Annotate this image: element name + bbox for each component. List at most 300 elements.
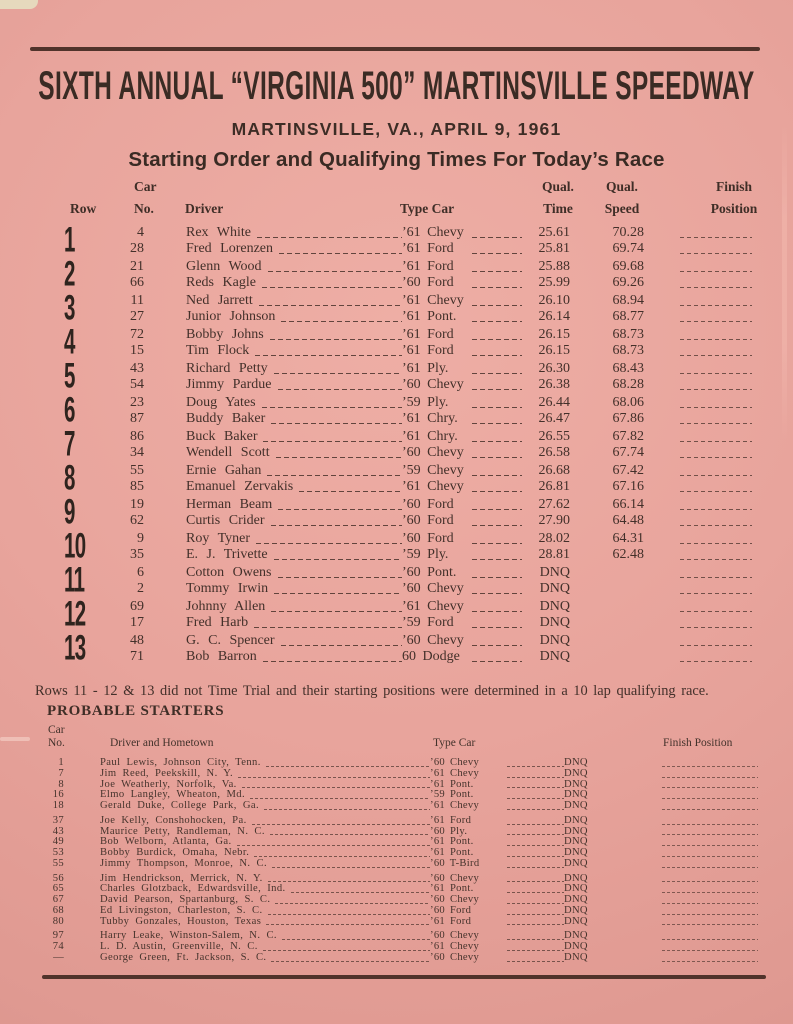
dotted-leader — [266, 766, 430, 767]
dotted-leader — [256, 543, 402, 544]
qual-speed: 64.48 — [612, 513, 644, 528]
driver-name: Fred Harb — [186, 615, 249, 630]
type-car: ’60 Ford — [402, 513, 454, 528]
row-entries — [110, 395, 755, 427]
qual-time: DNQ — [539, 633, 570, 648]
type-car: ’61 Pont. — [430, 883, 474, 895]
type-car: ’61 Ford — [402, 259, 454, 274]
finish-position-line — [662, 777, 758, 778]
type-car: ’60 T-Bird — [430, 857, 480, 869]
finish-position-line — [680, 305, 752, 306]
status: DNQ — [564, 904, 588, 916]
dotted-leader — [472, 339, 522, 340]
driver-name: Tim Flock — [186, 343, 250, 358]
car-number: — — [53, 951, 64, 963]
row-entries — [110, 531, 755, 563]
car-number: 56 — [52, 872, 64, 884]
status: DNQ — [564, 847, 588, 858]
driver-name: Bobby Johns — [186, 327, 264, 342]
dotted-leader — [257, 237, 402, 238]
dotted-leader — [507, 777, 564, 778]
type-car: ’61 Pont. — [430, 836, 474, 848]
type-car: ’59 Ford — [402, 615, 454, 630]
qualifying-row-group — [48, 423, 755, 463]
driver-hometown: Paul Lewis, Johnson City, Tenn. — [100, 757, 261, 768]
type-car: ’61 Chevy — [402, 599, 464, 614]
row-number-cell — [48, 219, 110, 259]
row-number-cell — [48, 253, 110, 293]
dotted-leader — [278, 577, 403, 578]
type-car: ’60 Ford — [430, 904, 472, 916]
driver-hometown: Elmo Langley, Wheaton, Md. — [100, 789, 246, 801]
row-number: 13 — [64, 627, 86, 667]
car-number: 66 — [130, 275, 144, 290]
qualifying-row-group — [48, 457, 755, 497]
qualifying-note: Rows 11 - 12 & 13 did not Time Trial and their starting positions were determined in a 10 lap qualifying race. — [35, 683, 709, 700]
qual-time: 25.81 — [538, 241, 570, 256]
driver-name: Junior Johnson — [186, 309, 276, 324]
dotted-leader — [507, 809, 564, 810]
qual-speed — [570, 599, 644, 615]
type-car: ’61 Chry. — [402, 411, 458, 426]
car-number: 1 — [58, 757, 64, 768]
finish-position-line — [680, 339, 752, 340]
starter-group — [40, 758, 768, 812]
qual-time: 26.14 — [538, 309, 570, 324]
type-car: ’60 Chevy — [430, 757, 480, 768]
finish-position-line — [680, 321, 752, 322]
car-number: 68 — [52, 904, 64, 916]
row-number: 5 — [64, 355, 75, 395]
page-subtitle: MARTINSVILLE, VA., APRIL 9, 1961 — [231, 119, 562, 139]
starter-group — [40, 931, 768, 963]
dotted-leader — [281, 645, 402, 646]
status: DNQ — [564, 894, 588, 905]
dotted-leader — [268, 914, 430, 915]
finish-position-line — [662, 924, 758, 925]
driver-name: Fred Lorenzen — [186, 241, 274, 256]
dotted-leader — [238, 777, 430, 778]
probable-starters-heading: PROBABLE STARTERS — [47, 703, 225, 719]
bottom-rule — [42, 975, 766, 979]
driver-name: Emanuel Zervakis — [186, 479, 294, 494]
type-car: ’60 Chevy — [402, 581, 464, 596]
type-car: ’61 Chevy — [430, 800, 480, 811]
driver-hometown: Ed Livingston, Charleston, S. C. — [100, 904, 263, 916]
col-header-row: Row — [70, 201, 97, 216]
type-car: ’59 Pont. — [430, 789, 474, 801]
qualifying-entry — [110, 649, 755, 665]
car-number: 43 — [52, 825, 64, 837]
col-header-type-car: Type Car — [400, 201, 455, 216]
finish-position-line — [680, 441, 752, 442]
row-number-cell — [48, 457, 110, 497]
car-number: 54 — [130, 377, 144, 392]
qualifying-entry — [110, 463, 755, 479]
qualifying-entry — [110, 513, 755, 529]
pencil-mark — [0, 737, 30, 741]
finish-position-line — [662, 856, 758, 857]
qual-speed — [570, 565, 644, 581]
driver-name: Herman Beam — [186, 497, 273, 512]
dotted-leader — [507, 939, 564, 940]
status: DNQ — [564, 872, 588, 884]
car-number: 48 — [130, 633, 144, 648]
qual-speed: 67.16 — [612, 479, 644, 494]
row-number: 4 — [64, 321, 75, 361]
finish-position-line — [680, 611, 752, 612]
finish-position-line — [662, 824, 758, 825]
car-number: 16 — [52, 789, 64, 801]
dotted-leader — [278, 509, 402, 510]
finish-position-line — [662, 798, 758, 799]
status: DNQ — [564, 757, 588, 768]
row-number: 2 — [64, 253, 75, 293]
dotted-leader — [270, 339, 402, 340]
dotted-leader — [254, 856, 430, 857]
dotted-leader — [472, 237, 522, 238]
status: DNQ — [564, 915, 588, 927]
probable-starter-entry — [40, 769, 768, 780]
qual-speed: 67.74 — [612, 445, 644, 460]
dotted-leader — [472, 407, 522, 408]
driver-name: Rex White — [186, 225, 252, 240]
probable-starter-entry — [40, 801, 768, 812]
dotted-leader — [507, 961, 564, 962]
finish-position-line — [680, 627, 752, 628]
driver-name: Johnny Allen — [186, 599, 266, 614]
type-car: ’60 Pont. — [402, 565, 457, 580]
qual-time: DNQ — [539, 599, 570, 614]
dotted-leader — [472, 559, 522, 560]
car-number: 18 — [52, 800, 64, 811]
driver-hometown: Charles Glotzback, Edwardsville, Ind. — [100, 883, 286, 895]
type-car: ’61 Chevy — [402, 225, 464, 240]
qual-speed — [570, 581, 644, 597]
car-number: 53 — [52, 847, 64, 858]
car-number: 71 — [130, 649, 144, 664]
qualifying-entry — [110, 445, 755, 461]
qual-speed: 69.26 — [612, 275, 644, 290]
finish-position-line — [662, 903, 758, 904]
finish-position-line — [662, 961, 758, 962]
car-number: 86 — [130, 429, 144, 444]
driver-hometown: Tubby Gonzales, Houston, Texas — [100, 915, 262, 927]
type-car: ’61 Ply. — [402, 361, 449, 376]
qual-speed: 69.68 — [612, 259, 644, 274]
car-number: 34 — [130, 445, 144, 460]
type-car: ’60 Ply. — [430, 825, 468, 837]
qualifying-entry — [110, 241, 755, 257]
type-car: ’60 Chevy — [430, 894, 480, 905]
type-car: ’61 Pont. — [430, 847, 474, 858]
driver-name: Glenn Wood — [186, 259, 262, 274]
dotted-leader — [259, 305, 402, 306]
col-header-driver: Driver — [185, 201, 224, 216]
qual-time: 28.02 — [538, 531, 570, 546]
row-number-cell — [48, 423, 110, 463]
row-entries — [110, 633, 755, 665]
col-header-driver-hometown: Driver and Hometown — [110, 737, 214, 749]
car-number: 6 — [137, 565, 144, 580]
status: DNQ — [564, 789, 588, 801]
qual-time: 26.15 — [538, 343, 570, 358]
row-number: 8 — [64, 457, 75, 497]
row-entries — [110, 497, 755, 529]
row-number-cell — [48, 593, 110, 633]
dotted-leader — [507, 903, 564, 904]
type-car: ’61 Chry. — [402, 429, 458, 444]
finish-position-line — [680, 237, 752, 238]
type-car: ’60 Chevy — [402, 445, 464, 460]
qualifying-entry — [110, 411, 755, 427]
starter-group — [40, 816, 768, 870]
qualifying-entry — [110, 395, 755, 411]
car-number: 49 — [52, 836, 64, 848]
dotted-leader — [507, 881, 564, 882]
finish-position-line — [680, 287, 752, 288]
qual-speed: 68.73 — [612, 327, 644, 342]
driver-hometown: Bobby Burdick, Omaha, Nebr. — [100, 847, 250, 858]
finish-position-line — [662, 809, 758, 810]
finish-position-line — [680, 373, 752, 374]
type-car: ’61 Ford — [402, 241, 454, 256]
row-entries — [110, 361, 755, 393]
qualifying-table — [48, 219, 755, 667]
qualifying-table-header — [48, 178, 758, 224]
finish-position-line — [662, 914, 758, 915]
driver-hometown: George Green, Ft. Jackson, S. C. — [100, 951, 267, 963]
qualifying-entry — [110, 615, 755, 631]
qualifying-row-group — [48, 559, 755, 599]
dotted-leader — [262, 287, 402, 288]
dotted-leader — [282, 939, 430, 940]
qual-time: 26.30 — [538, 361, 570, 376]
driver-name: E. J. Trivette — [186, 547, 268, 562]
row-number: 1 — [64, 219, 75, 259]
qual-time: DNQ — [539, 565, 570, 580]
dotted-leader — [472, 661, 522, 662]
dotted-leader — [262, 407, 402, 408]
dotted-leader — [472, 593, 522, 594]
dotted-leader — [271, 961, 430, 962]
qualifying-entry — [110, 565, 755, 581]
row-number-cell — [48, 525, 110, 565]
qualifying-entry — [110, 497, 755, 513]
qual-time: DNQ — [539, 615, 570, 630]
finish-position-line — [680, 389, 752, 390]
qual-speed: 67.86 — [612, 411, 644, 426]
dotted-leader — [252, 824, 430, 825]
qual-speed: 64.31 — [612, 531, 644, 546]
finish-position-line — [680, 559, 752, 560]
dotted-leader — [472, 457, 522, 458]
driver-hometown: Joe Weatherly, Norfolk, Va. — [100, 778, 237, 790]
qualifying-row-group — [48, 219, 755, 259]
finish-position-line — [680, 543, 752, 544]
driver-name: Buddy Baker — [186, 411, 266, 426]
finish-position-line — [662, 939, 758, 940]
dotted-leader — [255, 355, 402, 356]
car-number: 9 — [137, 531, 144, 546]
row-entries — [110, 599, 755, 631]
qual-time: 27.62 — [538, 497, 570, 512]
finish-position-line — [680, 509, 752, 510]
col-header-car-no: No. — [48, 737, 65, 749]
row-number: 7 — [64, 423, 75, 463]
car-number: 11 — [130, 293, 144, 308]
row-entries — [110, 565, 755, 597]
qual-time: 26.58 — [538, 445, 570, 460]
car-number: 37 — [52, 814, 64, 826]
dotted-leader — [274, 593, 402, 594]
type-car: ’60 Chevy — [402, 377, 464, 392]
status: DNQ — [564, 814, 588, 826]
qual-time: 25.61 — [538, 225, 570, 240]
status: DNQ — [564, 836, 588, 848]
dotted-leader — [507, 950, 564, 951]
qual-speed: 68.28 — [612, 377, 644, 392]
dotted-leader — [264, 809, 430, 810]
row-entries — [110, 429, 755, 461]
car-number: 55 — [52, 857, 64, 869]
col-header-qual: Qual. — [542, 179, 574, 194]
finish-position-line — [680, 645, 752, 646]
type-car: ’60 Chevy — [430, 872, 480, 884]
type-car: ’60 Chevy — [402, 633, 464, 648]
qualifying-entry — [110, 361, 755, 377]
qual-time: 26.10 — [538, 293, 570, 308]
driver-hometown: L. D. Austin, Greenville, N. C. — [100, 941, 258, 952]
dotted-leader — [472, 355, 522, 356]
car-number: 27 — [130, 309, 144, 324]
status: DNQ — [564, 883, 588, 895]
car-number: 87 — [130, 411, 144, 426]
row-number-cell — [48, 627, 110, 667]
driver-name: Buck Baker — [186, 429, 258, 444]
dotted-leader — [507, 867, 564, 868]
status: DNQ — [564, 825, 588, 837]
qual-speed: 66.14 — [612, 497, 644, 512]
dotted-leader — [507, 856, 564, 857]
qual-speed: 68.94 — [612, 293, 644, 308]
type-car: ’61 Ford — [402, 327, 454, 342]
qualifying-row-group — [48, 287, 755, 327]
dotted-leader — [254, 627, 402, 628]
dotted-leader — [472, 253, 522, 254]
status: DNQ — [564, 941, 588, 952]
col-header-speed: Speed — [604, 201, 640, 216]
col-header-time: Time — [543, 201, 573, 216]
qualifying-row-group — [48, 627, 755, 667]
qualifying-entry — [110, 599, 755, 615]
col-header-qual2: Qual. — [606, 179, 638, 194]
qual-speed: 68.06 — [612, 395, 644, 410]
qualifying-row-group — [48, 491, 755, 531]
dotted-leader — [472, 491, 522, 492]
row-number: 9 — [64, 491, 75, 531]
finish-position-line — [680, 491, 752, 492]
col-header-car: Car — [48, 724, 65, 736]
dotted-leader — [270, 834, 430, 835]
qual-time: 26.15 — [538, 327, 570, 342]
car-number: 8 — [58, 778, 64, 790]
probable-starter-entry — [40, 816, 768, 827]
car-number: 43 — [130, 361, 144, 376]
car-number: 21 — [130, 259, 144, 274]
dotted-leader — [275, 903, 430, 904]
status: DNQ — [564, 778, 588, 790]
dotted-leader — [279, 253, 402, 254]
dotted-leader — [472, 287, 522, 288]
car-number: 17 — [130, 615, 144, 630]
dotted-leader — [276, 457, 402, 458]
qual-speed: 62.48 — [612, 547, 644, 562]
dotted-leader — [267, 475, 402, 476]
qualifying-entry — [110, 531, 755, 547]
status: DNQ — [564, 951, 588, 963]
driver-name: Reds Kagle — [186, 275, 256, 290]
qual-speed: 68.43 — [612, 361, 644, 376]
type-car: ’61 Chevy — [402, 479, 464, 494]
driver-hometown: Jimmy Thompson, Monroe, N. C. — [100, 857, 268, 869]
type-car: ’59 Ply. — [402, 395, 449, 410]
type-car: ’59 Ply. — [402, 547, 449, 562]
row-number-cell — [48, 321, 110, 361]
driver-hometown: Jim Hendrickson, Merrick, N. Y. — [100, 872, 263, 884]
driver-name: Richard Petty — [186, 361, 268, 376]
qualifying-entry — [110, 225, 755, 241]
qualifying-row-group — [48, 389, 755, 429]
qualifying-row-group — [48, 593, 755, 633]
qual-speed — [570, 633, 644, 649]
status: DNQ — [564, 767, 588, 779]
driver-hometown: Joe Kelly, Conshohocken, Pa. — [100, 814, 247, 826]
qual-time: DNQ — [539, 581, 570, 596]
dotted-leader — [472, 475, 522, 476]
dotted-leader — [268, 271, 402, 272]
row-number: 6 — [64, 389, 75, 429]
car-number: 62 — [130, 513, 144, 528]
qualifying-entry — [110, 309, 755, 325]
dotted-leader — [507, 892, 564, 893]
qualifying-row-group — [48, 355, 755, 395]
finish-position-line — [680, 475, 752, 476]
dotted-leader — [291, 892, 430, 893]
car-number: 15 — [130, 343, 144, 358]
driver-name: Bob Barron — [186, 649, 257, 664]
row-number-cell — [48, 389, 110, 429]
dotted-leader — [507, 845, 564, 846]
car-number: 19 — [130, 497, 144, 512]
row-number: 12 — [64, 593, 86, 633]
car-number: 4 — [137, 225, 144, 240]
car-number: 69 — [130, 599, 144, 614]
row-number-cell — [48, 287, 110, 327]
qual-speed — [570, 649, 644, 665]
car-number: 23 — [130, 395, 144, 410]
driver-name: Wendell Scott — [186, 445, 270, 460]
dotted-leader — [507, 834, 564, 835]
driver-hometown: Maurice Petty, Randleman, N. C. — [100, 825, 265, 837]
dotted-leader — [263, 441, 402, 442]
qual-time: 26.44 — [538, 395, 570, 410]
status: DNQ — [564, 857, 588, 869]
qualifying-entry — [110, 327, 755, 343]
probable-starter-entry — [40, 917, 768, 928]
driver-hometown: Harry Leake, Winston-Salem, N. C. — [100, 930, 277, 942]
finish-position-line — [662, 892, 758, 893]
